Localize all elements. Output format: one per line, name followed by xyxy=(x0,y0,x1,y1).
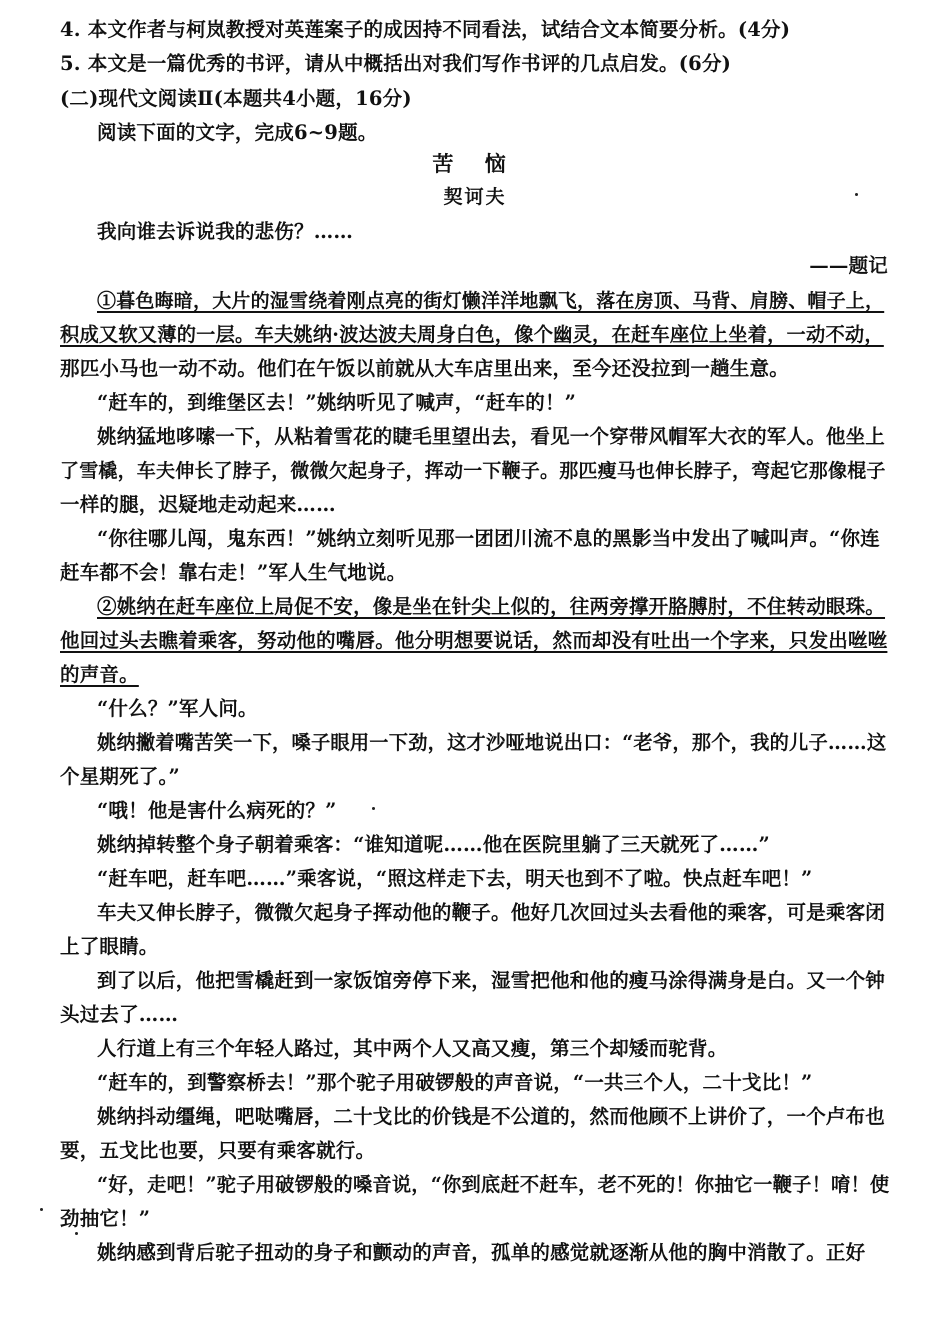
body-line: 人行道上有三个年轻人路过，其中两个人又高又瘦，第三个却矮而驼背。 xyxy=(97,1037,728,1060)
body-line xyxy=(60,321,890,349)
scan-speck xyxy=(40,1208,43,1211)
scan-speck xyxy=(855,193,858,196)
body-line: 姚纳猛地哆嗦一下，从粘着雪花的睫毛里望出去，看见一个穿带风帽军大衣的军人。他坐上 xyxy=(97,425,886,448)
epigraph: 我向谁去诉说我的悲伤？…… xyxy=(97,220,354,243)
body-line: 姚纳抖动缰绳，吧哒嘴唇，二十戈比的价钱是不公道的，然而他顾不上讲价了，一个卢布也 xyxy=(97,1105,886,1128)
body-line: 上了眼睛。 xyxy=(60,935,159,958)
scan-speck xyxy=(372,807,375,810)
epigraph-source: ——题记 xyxy=(809,254,888,277)
article-author: 契诃夫 xyxy=(443,186,507,208)
body-line: 了雪橇，车夫伸长了脖子，微微欠起身子，挥动一下鞭子。那匹瘦马也伸长脖子，弯起它那像棍子 xyxy=(60,460,886,482)
article-title: 苦 恼 xyxy=(432,151,518,176)
scan-speck xyxy=(75,1232,78,1235)
section-heading: (二)现代文阅读Ⅱ(本题共4小题，16分) xyxy=(60,87,412,110)
body-line: “哦！他是害什么病死的？” xyxy=(97,799,337,822)
body-line: “好，走吧！”驼子用破锣般的嗓音说，“你到底赶不赶车，老不死的！你抽它一鞭子！唷！使 xyxy=(97,1173,890,1196)
body-line: “赶车吧，赶车吧……”乘客说，“照这样走下去，明天也到不了啦。快点赶车吧！” xyxy=(97,867,813,890)
body-line: 个星期死了。” xyxy=(60,765,180,788)
body-line: 劲抽它！” xyxy=(60,1207,151,1230)
body-line: ②姚纳在赶车座位上局促不安，像是坐在针尖上似的，往两旁撑开胳膊肘，不住转动眼珠。 xyxy=(97,595,886,618)
body-line: 赶车都不会！靠右走！”军人生气地说。 xyxy=(60,561,407,584)
body-line: 的声音。 xyxy=(60,663,139,686)
body-line: 姚纳掉转整个身子朝着乘客：“谁知道呢……他在医院里躺了三天就死了……” xyxy=(97,833,770,856)
body-line: 那匹小马也一动不动。他们在午饭以前就从大车店里出来，至今还没拉到一趟生意。 xyxy=(60,357,789,380)
body-line: “赶车的，到警察桥去！”那个驼子用破锣般的声音说，“一共三个人，二十戈比！” xyxy=(97,1071,813,1094)
underlined-sentence: 积成又软又薄的一层。车夫姚纳·波达波夫周身白色，像个幽灵，在赶车座位上坐着，一动不动， xyxy=(60,323,884,346)
body-line: “你往哪儿闯，鬼东西！”姚纳立刻听见那一团团川流不息的黑影当中发出了喊叫声。“你连 xyxy=(97,527,880,550)
body-line: 姚纳撇着嘴苦笑一下，嗓子眼用一下劲，这才沙哑地说出口：“老爷，那个，我的儿子……这 xyxy=(97,731,887,754)
reading-instruction: 阅读下面的文字，完成6~9题。 xyxy=(97,121,378,144)
body-line: ①暮色晦暗，大片的湿雪绕着刚点亮的街灯懒洋洋地飘飞，落在房顶、马背、肩膀、帽子上， xyxy=(97,290,885,312)
body-line: “什么？”军人问。 xyxy=(97,697,258,720)
body-line: 姚纳感到背后驼子扭动的身子和颤动的声音，孤单的感觉就逐渐从他的胸中消散了。正好 xyxy=(97,1241,866,1264)
body-line: 一样的腿，迟疑地走动起来…… xyxy=(60,493,336,516)
question-5: 5. 本文是一篇优秀的书评，请从中概括出对我们写作书评的几点启发。(6分) xyxy=(60,52,732,75)
body-line: 车夫又伸长脖子，微微欠起身子挥动他的鞭子。他好几次回过头去看他的乘客，可是乘客闭 xyxy=(97,901,886,924)
body-line: 他回过头去瞧着乘客，努动他的嘴唇。他分明想要说话，然而却没有吐出一个字来，只发出咝咝 xyxy=(60,629,888,652)
question-4: 4. 本文作者与柯岚教授对英莲案子的成因持不同看法，试结合文本简要分析。(4分) xyxy=(60,18,791,41)
body-line: 头过去了…… xyxy=(60,1003,179,1026)
body-line: 要，五戈比也要，只要有乘客就行。 xyxy=(60,1139,376,1162)
body-line: “赶车的，到维堡区去！”姚纳听见了喊声，“赶车的！” xyxy=(97,391,577,414)
body-line: 到了以后，他把雪橇赶到一家饭馆旁停下来，湿雪把他和他的瘦马涂得满身是白。又一个钟 xyxy=(97,969,886,992)
